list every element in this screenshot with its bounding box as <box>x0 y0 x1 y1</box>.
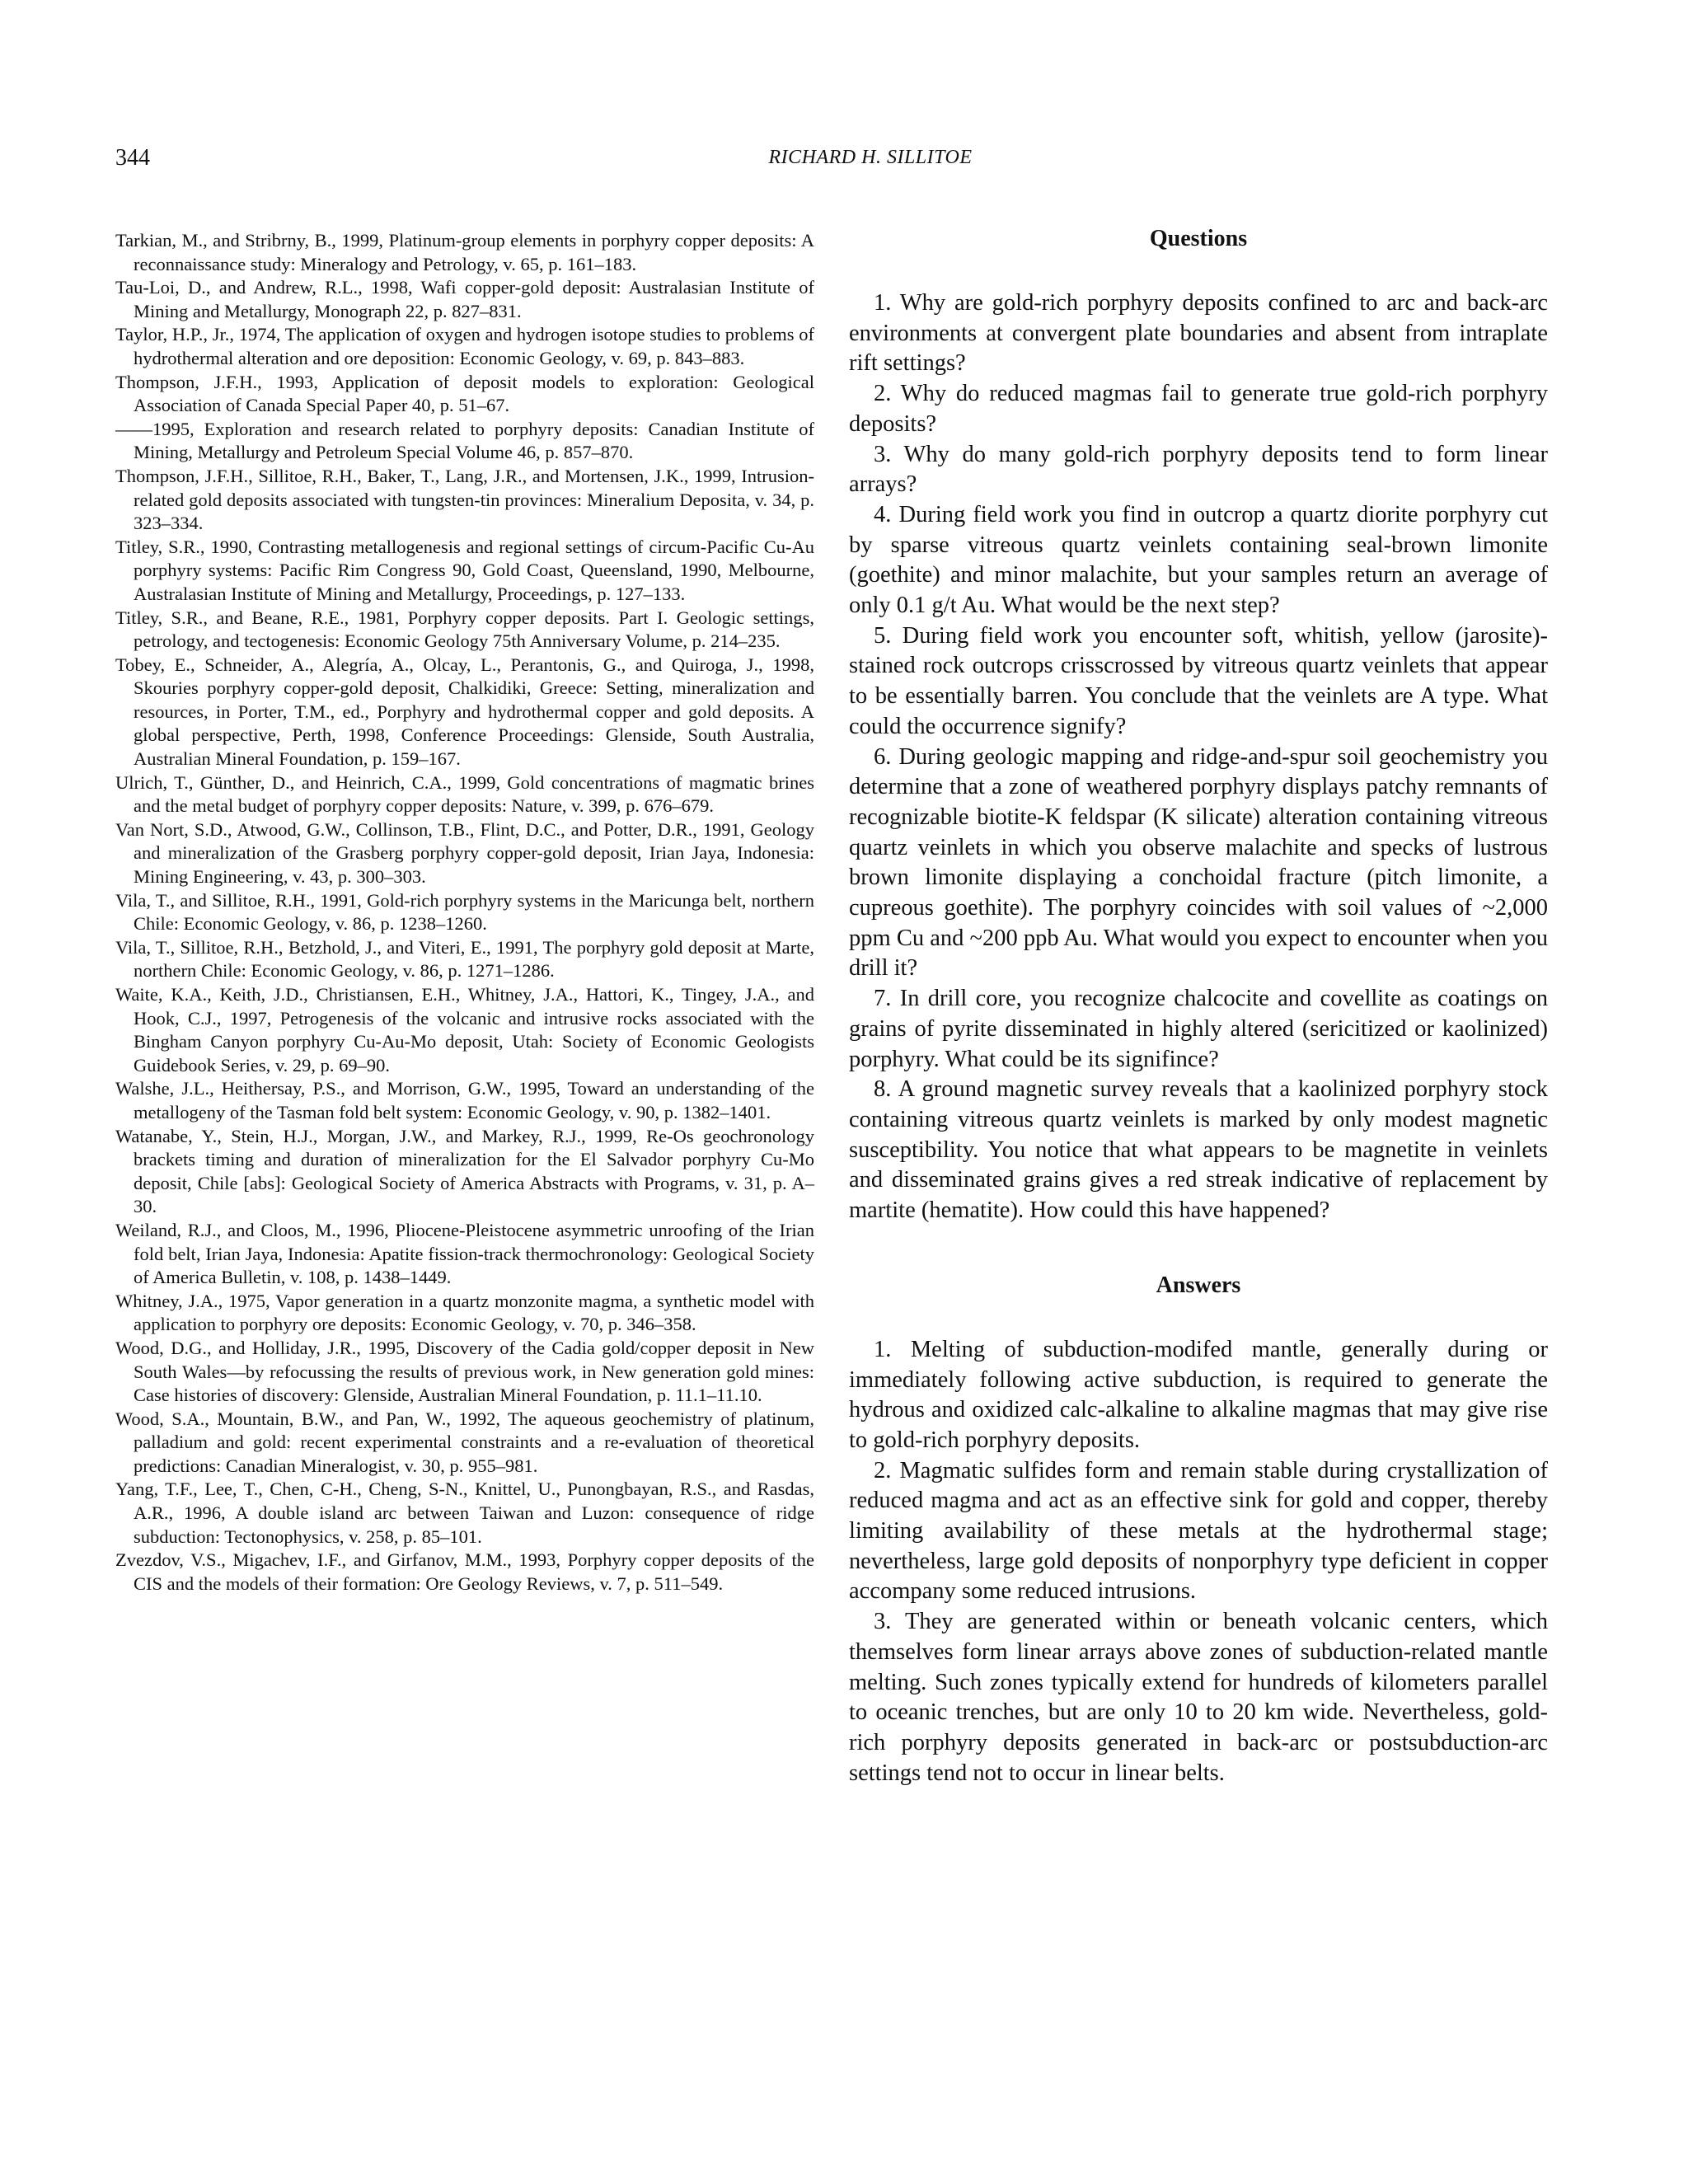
running-head <box>115 145 1625 178</box>
reference-entry: Wood, S.A., Mountain, B.W., and Pan, W., 1992, The aqueous geochemistry of platinum, palladium and gold: recent experimental constraints and a re-evaluation of theoretical predictions: Canadian Mineralogist, v. 30, p. 955–981. <box>115 1408 814 1476</box>
reference-entry: Watanabe, Y., Stein, H.J., Morgan, J.W., and Markey, R.J., 1999, Re-Os geochronology brackets timing and duration of mineralization for the El Salvador porphyry Cu-Mo deposit, Chile [abs]: Geological Society of America Abstracts with Programs, v. 31, p. A–30. <box>115 1125 814 1217</box>
running-title: RICHARD H. SILLITOE <box>768 147 973 168</box>
qa-column <box>849 216 1548 1788</box>
answer-item: 3. They are generated within or beneath volcanic centers, which themselves form linear arrays above zones of subduction-related mantle melting. Such zones typically extend for hundreds of kilometers parallel to oceanic trenches, but are only 10 to 20 km wide. Nevertheless, gold-rich porphyry deposits generated in back-arc or postsubduction-arc settings tend not to occur in linear belts. <box>849 1609 1548 1786</box>
reference-entry: Walshe, J.L., Heithersay, P.S., and Morrison, G.W., 1995, Toward an understanding of the metallogeny of the Tasman fold belt system: Economic Geology, v. 90, p. 1382–1401. <box>115 1078 814 1122</box>
reference-entry: Tau-Loi, D., and Andrew, R.L., 1998, Wafi copper-gold deposit: Australasian Institute of Mining and Metallurgy, Monograph 22, p. 827–831. <box>115 277 814 321</box>
reference-entry: Tarkian, M., and Stribrny, B., 1999, Platinum-group elements in porphyry copper deposits: A reconnaissance study: Mineralogy and Petrology, v. 65, p. 161–183. <box>115 230 814 274</box>
reference-entry: Vila, T., and Sillitoe, R.H., 1991, Gold-rich porphyry systems in the Maricunga belt, northern Chile: Economic Geology, v. 86, p. 1238–1260. <box>115 889 814 935</box>
reference-entry: Vila, T., Sillitoe, R.H., Betzhold, J., and Viteri, E., 1991, The porphyry gold deposit at Marte, northern Chile: Economic Geology, v. 86, p. 1271–1286. <box>115 936 814 982</box>
reference-entry: Taylor, H.P., Jr., 1974, The application of oxygen and hydrogen isotope studies to problems of hydrothermal alteration and ore deposition: Economic Geology, v. 69, p. 843–883. <box>115 324 814 368</box>
page-number: 344 <box>115 145 150 171</box>
reference-entry: Weiland, R.J., and Cloos, M., 1996, Pliocene-Pleistocene asymmetric unroofing of the Irian fold belt, Irian Jaya, Indonesia: Apatite fission-track thermochronology: Geological Society of America Bulletin, v. 108, p. 1438–1449. <box>115 1219 814 1288</box>
answers-heading: Answers <box>1156 1272 1241 1298</box>
reference-entry: Tobey, E., Schneider, A., Alegría, A., Olcay, L., Perantonis, G., and Quiroga, J., 1998, Skouries porphyry copper-gold deposit, Chalkidiki, Greece: Setting, mineralization and resources, in Porter, T.M., ed., Porphyry and hydrothermal copper and gold deposits. A global perspective, Perth, 1998, Conference Proceedings: Glenside, South Australia, Australian Mineral Foundation, p. 159–167. <box>115 654 814 770</box>
reference-entry: Ulrich, T., Günther, D., and Heinrich, C.A., 1999, Gold concentrations of magmatic brines and the metal budget of porphyry copper deposits: Nature, v. 399, p. 676–679. <box>115 771 814 817</box>
reference-list <box>115 229 814 1596</box>
answer-item: 1. Melting of subduction-modifed mantle, generally during or immediately following active subduction, is required to generate the hydrous and oxidized calc-alkaline to alkaline magmas that may give rise to gold-rich porphyry deposits. <box>849 1336 1548 1453</box>
reference-entry: Titley, S.R., 1990, Contrasting metallogenesis and regional settings of circum-Pacific Cu-Au porphyry systems: Pacific Rim Congress 90, Gold Coast, Queensland, 1990, Melbourne, Australasian Institute of Mining and Metallurgy, Proceedings, p. 127–133. <box>115 536 814 604</box>
questions-heading: Questions <box>1149 226 1248 251</box>
reference-entry: Yang, T.F., Lee, T., Chen, C-H., Cheng, S-N., Knittel, U., Punongbayan, R.S., and Rasdas, A.R., 1996, A double island arc between Taiwan and Luzon: consequence of ridge subduction: Tectonophysics, v. 258, p. 85–101. <box>115 1479 814 1547</box>
reference-entry: ——1995, Exploration and research related to porphyry deposits: Canadian Institute of Mining, Metallurgy and Petroleum Special Volume 46, p. 857–870. <box>115 418 814 463</box>
reference-entry: Van Nort, S.D., Atwood, G.W., Collinson, T.B., Flint, D.C., and Potter, D.R., 1991, Geology and mineralization of the Grasberg porphyry copper-gold deposit, Irian Jaya, Indonesia: Mining Engineering, v. 43, p. 300–303. <box>115 818 814 888</box>
reference-entry: Whitney, J.A., 1975, Vapor generation in a quartz monzonite magma, a synthetic model with application to porphyry ore deposits: Economic Geology, v. 70, p. 346–358. <box>115 1290 814 1335</box>
reference-entry: Zvezdov, V.S., Migachev, I.F., and Girfanov, M.M., 1993, Porphyry copper deposits of the CIS and the models of their formation: Ore Geology Reviews, v. 7, p. 511–549. <box>115 1549 814 1594</box>
question-item: 1. Why are gold-rich porphyry deposits confined to arc and back-arc environments at convergent plate boundaries and absent from intraplate rift settings? <box>849 290 1548 377</box>
question-item: 6. During geologic mapping and ridge-and-spur soil geochemistry you determine that a zone of weathered porphyry displays patchy remnants of recognizable biotite-K feldspar (K silicate) alteration containing vitreous quartz veinlets in which you observe malachite and specks of lustrous brown limonite displaying a conchoidal fracture (pitch limonite, a cupreous goethite). The porphyry coincides with soil values of ~2,000 ppm Cu and ~200 ppb Au. What would you expect to encounter when you drill it? <box>849 743 1548 982</box>
question-item: 2. Why do reduced magmas fail to generate true gold-rich porphyry deposits? <box>849 381 1548 437</box>
reference-entry: Waite, K.A., Keith, J.D., Christiansen, E.H., Whitney, J.A., Hattori, K., Tingey, J.A., and Hook, C.J., 1997, Petrogenesis of the volcanic and intrusive rocks associated with the Bingham Canyon porphyry Cu-Au-Mo deposit, Utah: Society of Economic Geologists Guidebook Series, v. 29, p. 69–90. <box>115 984 814 1076</box>
question-item: 8. A ground magnetic survey reveals that a kaolinized porphyry stock containing vitreous quartz veinlets is marked by only modest magnetic susceptibility. You notice that what appears to be magnetite in veinlets and disseminated grains gives a red streak indicative of replacement by martite (hematite). How could this have happened? <box>849 1076 1548 1224</box>
reference-entry: Titley, S.R., and Beane, R.E., 1981, Porphyry copper deposits. Part I. Geologic settings, petrology, and tectogenesis: Economic Geology 75th Anniversary Volume, p. 214–235. <box>115 607 814 652</box>
reference-entry: Thompson, J.F.H., 1993, Application of deposit models to exploration: Geological Association of Canada Special Paper 40, p. 51–67. <box>115 371 814 416</box>
question-item: 3. Why do many gold-rich porphyry deposits tend to form linear arrays? <box>849 441 1548 498</box>
question-item: 4. During field work you find in outcrop a quartz diorite porphyry cut by sparse vitreous quartz veinlets containing seal-brown limonite (goethite) and minor malachite, but your samples return an average of only 0.1 g/t Au. What would be the next step? <box>849 501 1548 619</box>
reference-entry: Thompson, J.F.H., Sillitoe, R.H., Baker, T., Lang, J.R., and Mortensen, J.K., 1999, Intrusion-related gold deposits associated with tungsten-tin provinces: Mineralium Deposita, v. 34, p. 323–334. <box>115 465 814 534</box>
answer-item: 2. Magmatic sulfides form and remain stable during crystallization of reduced magma and act as an effective sink for gold and copper, thereby limiting availability of these metals at the hydrothermal stage; nevertheless, large gold deposits of nonporphyry type deficient in copper accompany some reduced intrusions. <box>849 1457 1548 1605</box>
question-item: 7. In drill core, you recognize chalcocite and covellite as coatings on grains of pyrite disseminated in highly altered (sericitized or kaolinized) porphyry. What could be its signifince? <box>849 986 1548 1072</box>
reference-entry: Wood, D.G., and Holliday, J.R., 1995, Discovery of the Cadia gold/copper deposit in New South Wales—by refocussing the results of previous work, in New generation gold mines: Case histories of discovery: Glenside, Australian Mineral Foundation, p. 11.1–11.10. <box>115 1337 814 1406</box>
question-item: 5. During field work you encounter soft, whitish, yellow (jarosite)-stained rock outcrops crisscrossed by vitreous quartz veinlets that appear to be essentially barren. You conclude that the veinlets are A type. What could the occurrence signify? <box>849 622 1548 739</box>
